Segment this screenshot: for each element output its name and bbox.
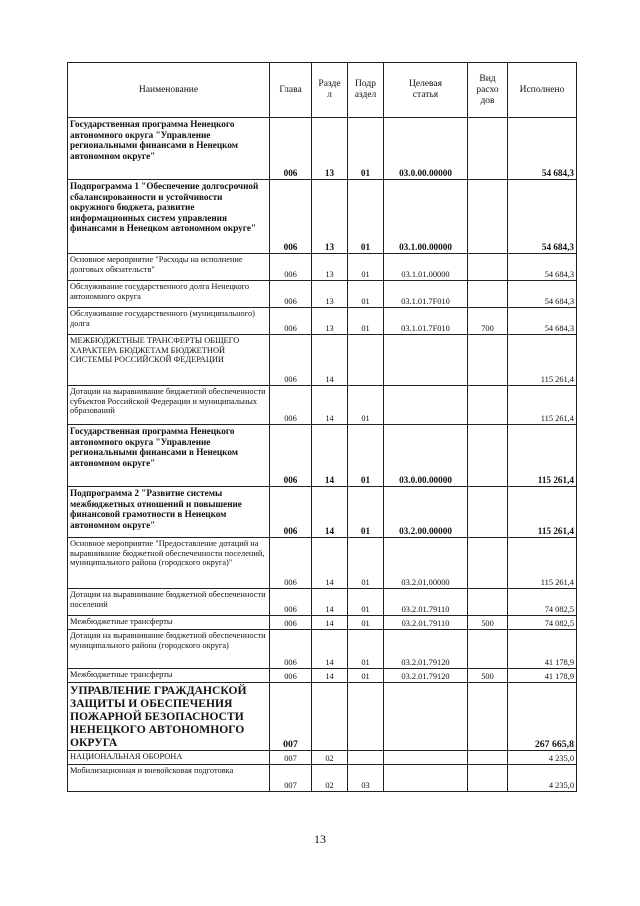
table-row — [68, 751, 577, 765]
row-subsection-cell: 01 — [348, 254, 384, 281]
row-target-cell — [384, 386, 468, 425]
row-amount-cell: 54 684,3 — [508, 118, 577, 180]
table-row — [68, 683, 577, 751]
row-expense-type-cell — [468, 487, 508, 538]
row-expense-type-cell: 500 — [468, 669, 508, 683]
row-name-cell: Межбюджетные трансферты — [68, 669, 270, 683]
row-subsection-cell — [348, 751, 384, 765]
row-section-cell: 02 — [312, 751, 348, 765]
row-target-cell — [384, 335, 468, 386]
row-name-cell: Обслуживание государственного долга Ненецкого автономного округа — [68, 281, 270, 308]
row-section-cell: 14 — [312, 669, 348, 683]
table-row — [68, 180, 577, 254]
table-header — [68, 63, 577, 118]
table-row — [68, 118, 577, 180]
table-row — [68, 616, 577, 630]
row-chapter-cell: 007 — [270, 683, 312, 751]
row-expense-type-cell — [468, 425, 508, 487]
row-target-cell: 03.2.01.79110 — [384, 616, 468, 630]
row-section-cell: 13 — [312, 281, 348, 308]
table-row — [68, 538, 577, 589]
row-chapter-cell: 007 — [270, 765, 312, 792]
table-row — [68, 335, 577, 386]
row-subsection-cell: 01 — [348, 589, 384, 616]
table-row — [68, 589, 577, 616]
row-amount-cell: 115 261,4 — [508, 487, 577, 538]
row-target-cell: 03.2.01.79120 — [384, 630, 468, 669]
table-row — [68, 308, 577, 335]
row-chapter-cell: 006 — [270, 630, 312, 669]
row-subsection-cell: 03 — [348, 765, 384, 792]
row-expense-type-cell — [468, 118, 508, 180]
row-chapter-cell: 006 — [270, 180, 312, 254]
row-section-cell: 13 — [312, 254, 348, 281]
row-chapter-cell: 006 — [270, 118, 312, 180]
row-section-cell: 13 — [312, 308, 348, 335]
row-subsection-cell: 01 — [348, 425, 384, 487]
row-name-cell: Мобилизационная и вневойсковая подготовка — [68, 765, 270, 792]
row-target-cell — [384, 765, 468, 792]
row-chapter-cell: 006 — [270, 386, 312, 425]
row-chapter-cell: 006 — [270, 589, 312, 616]
row-section-cell: 14 — [312, 616, 348, 630]
row-target-cell: 03.1.01.7F010 — [384, 281, 468, 308]
row-section-cell: 14 — [312, 487, 348, 538]
row-section-cell: 02 — [312, 765, 348, 792]
row-name-cell: Дотации на выравнивание бюджетной обеспеченности субъектов Российской Федерации и муниципальных образований — [68, 386, 270, 425]
row-section-cell — [312, 683, 348, 751]
row-expense-type-cell — [468, 335, 508, 386]
row-name-cell: Межбюджетные трансферты — [68, 616, 270, 630]
table-row — [68, 281, 577, 308]
row-name-cell: Дотации на выравнивание бюджетной обеспеченности поселений — [68, 589, 270, 616]
row-name-cell: Подпрограмма 2 "Развитие системы межбюджетных отношений и повышение финансовой грамотности в Ненецком автономном округе" — [68, 487, 270, 538]
row-expense-type-cell — [468, 683, 508, 751]
row-subsection-cell: 01 — [348, 386, 384, 425]
table-row — [68, 386, 577, 425]
row-expense-type-cell — [468, 630, 508, 669]
row-section-cell: 14 — [312, 630, 348, 669]
row-expense-type-cell — [468, 281, 508, 308]
row-amount-cell: 54 684,3 — [508, 308, 577, 335]
row-chapter-cell: 006 — [270, 616, 312, 630]
row-chapter-cell: 006 — [270, 487, 312, 538]
table-row — [68, 487, 577, 538]
row-expense-type-cell — [468, 254, 508, 281]
header-row — [68, 63, 577, 118]
row-name-cell: Основное мероприятие "Расходы на исполнение долговых обязательств" — [68, 254, 270, 281]
row-amount-cell: 267 665,8 — [508, 683, 577, 751]
row-subsection-cell — [348, 335, 384, 386]
row-amount-cell: 74 082,5 — [508, 589, 577, 616]
row-target-cell: 03.1.01.7F010 — [384, 308, 468, 335]
row-expense-type-cell — [468, 589, 508, 616]
row-target-cell: 03.1.00.00000 — [384, 180, 468, 254]
header-subsection: Подр аздел — [348, 63, 384, 118]
row-name-cell: УПРАВЛЕНИЕ ГРАЖДАНСКОЙ ЗАЩИТЫ И ОБЕСПЕЧЕНИЯ ПОЖАРНОЙ БЕЗОПАСНОСТИ НЕНЕЦКОГО АВТОНОМНОГО ОКРУГА — [68, 683, 270, 751]
row-expense-type-cell — [468, 180, 508, 254]
row-name-cell: Подпрограмма 1 "Обеспечение долгосрочной сбалансированности и устойчивости окружного бюджета, развитие информационных систем управления финансами в Ненецком автономном округе" — [68, 180, 270, 254]
row-amount-cell: 115 261,4 — [508, 335, 577, 386]
row-amount-cell: 115 261,4 — [508, 538, 577, 589]
row-subsection-cell: 01 — [348, 118, 384, 180]
row-target-cell: 03.0.00.00000 — [384, 118, 468, 180]
row-chapter-cell: 006 — [270, 538, 312, 589]
row-subsection-cell: 01 — [348, 281, 384, 308]
row-chapter-cell: 006 — [270, 281, 312, 308]
row-amount-cell: 4 235,0 — [508, 765, 577, 792]
row-subsection-cell: 01 — [348, 630, 384, 669]
row-subsection-cell: 01 — [348, 308, 384, 335]
row-amount-cell: 54 684,3 — [508, 180, 577, 254]
row-subsection-cell: 01 — [348, 616, 384, 630]
table-row — [68, 425, 577, 487]
row-section-cell: 13 — [312, 180, 348, 254]
budget-execution-table — [67, 62, 577, 792]
row-section-cell: 14 — [312, 386, 348, 425]
row-amount-cell: 54 684,3 — [508, 254, 577, 281]
row-subsection-cell — [348, 683, 384, 751]
row-name-cell: Основное мероприятие "Предоставление дотаций на выравнивание бюджетной обеспеченности поселений, муниципального района (городского округа)" — [68, 538, 270, 589]
row-name-cell: Обслуживание государственного (муниципального) долга — [68, 308, 270, 335]
row-name-cell: МЕЖБЮДЖЕТНЫЕ ТРАНСФЕРТЫ ОБЩЕГО ХАРАКТЕРА БЮДЖЕТАМ БЮДЖЕТНОЙ СИСТЕМЫ РОССИЙСКОЙ ФЕДЕРАЦИИ — [68, 335, 270, 386]
row-amount-cell: 115 261,4 — [508, 386, 577, 425]
row-chapter-cell: 006 — [270, 308, 312, 335]
row-target-cell: 03.2.00.00000 — [384, 487, 468, 538]
row-target-cell: 03.2.01.79110 — [384, 589, 468, 616]
row-expense-type-cell — [468, 538, 508, 589]
header-section: Разде л — [312, 63, 348, 118]
row-expense-type-cell — [468, 751, 508, 765]
row-subsection-cell: 01 — [348, 180, 384, 254]
row-subsection-cell: 01 — [348, 487, 384, 538]
row-name-cell: Государственная программа Ненецкого автономного округа "Управление региональными финансами в Ненецком автономном округе" — [68, 118, 270, 180]
row-expense-type-cell — [468, 386, 508, 425]
row-subsection-cell: 01 — [348, 669, 384, 683]
page-number: 13 — [314, 832, 326, 846]
row-target-cell: 03.2.01.00000 — [384, 538, 468, 589]
table-row — [68, 669, 577, 683]
row-target-cell — [384, 683, 468, 751]
table-row — [68, 765, 577, 792]
row-chapter-cell: 007 — [270, 751, 312, 765]
header-name: Наименование — [68, 63, 270, 118]
row-chapter-cell: 006 — [270, 335, 312, 386]
row-section-cell: 14 — [312, 335, 348, 386]
row-target-cell: 03.2.01.79120 — [384, 669, 468, 683]
row-chapter-cell: 006 — [270, 669, 312, 683]
header-executed: Исполнено — [508, 63, 577, 118]
row-name-cell: Государственная программа Ненецкого автономного округа "Управление региональными финансами в Ненецком автономном округе" — [68, 425, 270, 487]
row-amount-cell: 4 235,0 — [508, 751, 577, 765]
row-amount-cell: 74 082,5 — [508, 616, 577, 630]
table-row — [68, 630, 577, 669]
row-amount-cell: 115 261,4 — [508, 425, 577, 487]
row-section-cell: 13 — [312, 118, 348, 180]
header-expense-type: Вид расхо дов — [468, 63, 508, 118]
row-section-cell: 14 — [312, 425, 348, 487]
header-target-article: Целевая статья — [384, 63, 468, 118]
row-subsection-cell: 01 — [348, 538, 384, 589]
row-chapter-cell: 006 — [270, 425, 312, 487]
row-chapter-cell: 006 — [270, 254, 312, 281]
row-expense-type-cell: 500 — [468, 616, 508, 630]
header-chapter: Глава — [270, 63, 312, 118]
row-expense-type-cell — [468, 765, 508, 792]
row-target-cell: 03.0.00.00000 — [384, 425, 468, 487]
row-section-cell: 14 — [312, 538, 348, 589]
row-amount-cell: 41 178,9 — [508, 669, 577, 683]
row-expense-type-cell: 700 — [468, 308, 508, 335]
table-row — [68, 254, 577, 281]
row-name-cell: Дотации на выравнивание бюджетной обеспеченности муниципального района (городского округа) — [68, 630, 270, 669]
row-target-cell: 03.1.01.00000 — [384, 254, 468, 281]
row-section-cell: 14 — [312, 589, 348, 616]
row-name-cell: НАЦИОНАЛЬНАЯ ОБОРОНА — [68, 751, 270, 765]
row-target-cell — [384, 751, 468, 765]
table-body — [68, 118, 577, 792]
row-amount-cell: 41 178,9 — [508, 630, 577, 669]
row-amount-cell: 54 684,3 — [508, 281, 577, 308]
